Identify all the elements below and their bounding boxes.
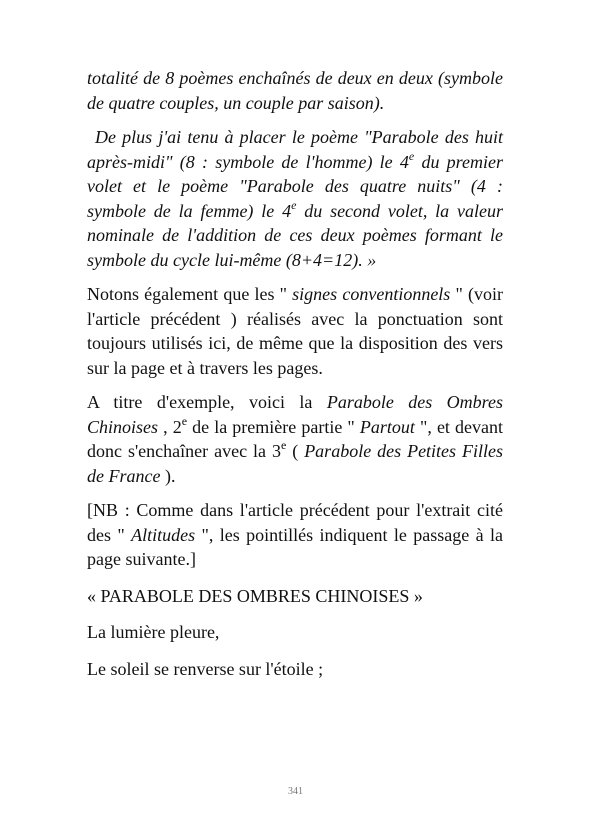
- paragraph-4-italic-1: Parabole des Ombres Chinoises: [87, 392, 503, 437]
- paragraph-4-text-a: A titre d'exemple, voici la: [87, 392, 327, 412]
- paragraph-5: [87, 498, 503, 572]
- poem-verse-1: La lumière pleure,: [87, 622, 220, 642]
- page-number: 341: [288, 786, 303, 797]
- paragraph-5-text-b: ", les pointillés indiquent le passage à la page suivante.]: [87, 524, 504, 569]
- paragraph-4: [87, 390, 503, 488]
- superscript: e: [181, 413, 188, 428]
- paragraph-1-text: totalité de 8 poèmes enchaînés de deux en deux (symbole de quatre couples, un couple par saison).: [87, 68, 503, 113]
- paragraph-2: [87, 125, 503, 272]
- paragraph-2-text-c: du second volet, la valeur nominale de l'addition de ces deux poèmes formant le symbole du cycle lui-même (8+4=12). »: [87, 200, 503, 270]
- superscript: e: [291, 197, 297, 212]
- paragraph-2-text-a: De plus j'ai tenu à placer le poème "Parabole des huit après-midi" (8 : symbole de l'homme) le 4: [87, 127, 503, 172]
- paragraph-4-italic-2: Partout: [359, 416, 415, 437]
- poem-verse-2: Le soleil se renverse sur l'étoile ;: [87, 658, 324, 679]
- page-body: [87, 66, 503, 681]
- paragraph-4-text-f: ).: [160, 465, 176, 486]
- paragraph-4-text-c: de la première partie ": [187, 416, 360, 437]
- superscript: e: [408, 148, 415, 163]
- superscript: e: [280, 438, 287, 452]
- paragraph-4-text-b: , 2: [158, 416, 182, 437]
- poem-title: « PARABOLE DES OMBRES CHINOISES »: [87, 585, 423, 606]
- paragraph-3-italic: signes conventionnels: [292, 284, 451, 304]
- paragraph-2-text-b: du premier volet et le poème "Parabole des quatre nuits" (4 : symbole de la femme) le 4: [87, 151, 503, 221]
- paragraph-5-italic: Altitudes: [131, 524, 196, 545]
- paragraph-4-italic-3: Parabole des Petites Filles de France: [87, 441, 503, 486]
- paragraph-3: [87, 282, 503, 380]
- paragraph-3-text-a: Notons également que les ": [87, 284, 293, 304]
- paragraph-4-text-e: (: [286, 441, 305, 461]
- paragraph-1: [87, 66, 503, 115]
- paragraph-5-text-a: [NB : Comme dans l'article précédent pour l'extrait cité des ": [87, 500, 503, 545]
- paragraph-3-text-b: " (voir l'article précédent ) réalisés avec la ponctuation sont toujours utilisés ici, de même que la disposition des vers sur la page et à travers les pages.: [87, 284, 503, 378]
- paragraph-4-text-d: ", et devant donc s'enchaîner avec la 3: [87, 416, 504, 461]
